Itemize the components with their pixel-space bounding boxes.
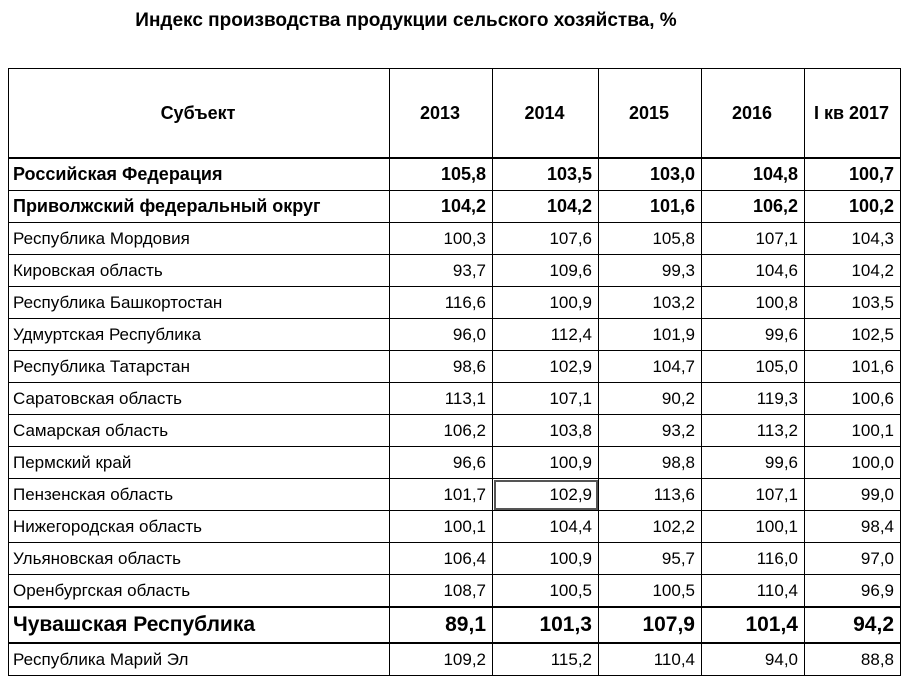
cell-value[interactable]: 99,6 [702,447,805,479]
header-cell-subject[interactable]: Субъект [9,69,390,159]
cell-value[interactable]: 110,4 [599,643,702,676]
cell-value[interactable]: 94,0 [702,643,805,676]
cell-value[interactable]: 96,9 [805,575,901,608]
cell-value[interactable]: 100,7 [805,158,901,191]
cell-subject[interactable]: Нижегородская область [9,511,390,543]
table-row [9,447,901,479]
cell-value[interactable]: 98,4 [805,511,901,543]
cell-subject[interactable]: Оренбургская область [9,575,390,608]
cell-value[interactable]: 100,9 [493,287,599,319]
cell-value[interactable]: 107,1 [493,383,599,415]
cell-subject[interactable]: Российская Федерация [9,158,390,191]
cell-value[interactable]: 110,4 [702,575,805,608]
cell-value[interactable]: 104,4 [493,511,599,543]
cell-value[interactable]: 100,1 [390,511,493,543]
cell-value[interactable]: 99,6 [702,319,805,351]
cell-subject[interactable]: Пермский край [9,447,390,479]
table-row [9,223,901,255]
cell-value[interactable]: 100,1 [805,415,901,447]
cell-value[interactable]: 101,6 [805,351,901,383]
cell-value[interactable]: 103,5 [493,158,599,191]
cell-value[interactable]: 104,3 [805,223,901,255]
cell-value[interactable]: 106,2 [390,415,493,447]
table-row-chuvash-republic [9,607,901,643]
cell-subject[interactable]: Чувашская Республика [9,607,390,643]
cell-value[interactable]: 102,2 [599,511,702,543]
cell-value[interactable]: 108,7 [390,575,493,608]
cell-subject[interactable]: Удмуртская Республика [9,319,390,351]
cell-value[interactable]: 107,9 [599,607,702,643]
table-row [9,415,901,447]
table-row [9,479,901,511]
cell-subject[interactable]: Приволжский федеральный округ [9,191,390,223]
table-row [9,511,901,543]
cell-subject[interactable]: Самарская область [9,415,390,447]
cell-value[interactable]: 116,6 [390,287,493,319]
cell-value[interactable]: 104,2 [390,191,493,223]
table-row [9,255,901,287]
cell-value[interactable]: 112,4 [493,319,599,351]
cell-value[interactable]: 115,2 [493,643,599,676]
cell-subject[interactable]: Пензенская область [9,479,390,511]
cell-value[interactable]: 105,0 [702,351,805,383]
cell-value[interactable]: 99,3 [599,255,702,287]
cell-subject[interactable]: Республика Марий Эл [9,643,390,676]
cell-value[interactable]: 107,6 [493,223,599,255]
cell-value[interactable]: 98,6 [390,351,493,383]
cell-value[interactable]: 100,3 [390,223,493,255]
cell-value[interactable]: 88,8 [805,643,901,676]
cell-value[interactable]: 101,9 [599,319,702,351]
cell-value[interactable]: 100,5 [493,575,599,608]
cell-value[interactable]: 89,1 [390,607,493,643]
table-row-volga-district [9,191,901,223]
cell-value[interactable]: 109,2 [390,643,493,676]
cell-value[interactable]: 100,5 [599,575,702,608]
selected-cell[interactable]: 102,9 [493,479,599,511]
page-title: Индекс производства продукции сельского хозяйства, % [135,10,677,31]
cell-value[interactable]: 93,2 [599,415,702,447]
cell-value[interactable]: 98,8 [599,447,702,479]
cell-value[interactable]: 104,8 [702,158,805,191]
cell-value[interactable]: 104,2 [493,191,599,223]
cell-value[interactable]: 103,0 [599,158,702,191]
table-row [9,383,901,415]
header-cell-2016[interactable]: 2016 [702,69,805,159]
agriculture-index-table [8,68,901,676]
cell-subject[interactable]: Республика Башкортостан [9,287,390,319]
cell-subject[interactable]: Кировская область [9,255,390,287]
cell-subject[interactable]: Ульяновская область [9,543,390,575]
cell-value[interactable]: 94,2 [805,607,901,643]
cell-value[interactable]: 101,3 [493,607,599,643]
table-row [9,543,901,575]
cell-value[interactable]: 96,0 [390,319,493,351]
header-cell-q1-2017[interactable]: I кв 2017 [805,69,901,159]
cell-value[interactable]: 100,2 [805,191,901,223]
cell-value[interactable]: 105,8 [599,223,702,255]
header-row [9,69,901,159]
header-cell-2013[interactable]: 2013 [390,69,493,159]
cell-subject[interactable]: Республика Мордовия [9,223,390,255]
cell-value[interactable]: 105,8 [390,158,493,191]
table-row [9,575,901,608]
cell-value[interactable]: 106,4 [390,543,493,575]
cell-value[interactable]: 113,6 [599,479,702,511]
cell-value[interactable]: 103,2 [599,287,702,319]
cell-value[interactable]: 96,6 [390,447,493,479]
cell-value[interactable]: 100,1 [702,511,805,543]
cell-value[interactable]: 101,7 [390,479,493,511]
table-row [9,287,901,319]
cell-value[interactable]: 95,7 [599,543,702,575]
cell-value[interactable]: 93,7 [390,255,493,287]
cell-value[interactable]: 102,5 [805,319,901,351]
table-row [9,351,901,383]
cell-value[interactable]: 102,9 [493,351,599,383]
cell-value[interactable]: 100,0 [805,447,901,479]
cell-value[interactable]: 100,9 [493,447,599,479]
header-cell-2015[interactable]: 2015 [599,69,702,159]
cell-subject[interactable]: Саратовская область [9,383,390,415]
cell-value[interactable]: 116,0 [702,543,805,575]
cell-value[interactable]: 100,9 [493,543,599,575]
cell-value[interactable]: 99,0 [805,479,901,511]
cell-subject[interactable]: Республика Татарстан [9,351,390,383]
cell-value[interactable]: 101,6 [599,191,702,223]
cell-value[interactable]: 107,1 [702,479,805,511]
cell-value[interactable]: 104,2 [805,255,901,287]
cell-value[interactable]: 90,2 [599,383,702,415]
cell-value[interactable]: 104,7 [599,351,702,383]
cell-value[interactable]: 106,2 [702,191,805,223]
cell-value[interactable]: 109,6 [493,255,599,287]
table-row [9,319,901,351]
cell-value[interactable]: 103,8 [493,415,599,447]
cell-value[interactable]: 119,3 [702,383,805,415]
cell-value[interactable]: 97,0 [805,543,901,575]
table-row [9,643,901,676]
cell-value[interactable]: 101,4 [702,607,805,643]
header-cell-2014[interactable]: 2014 [493,69,599,159]
cell-value[interactable]: 113,1 [390,383,493,415]
cell-value[interactable]: 103,5 [805,287,901,319]
cell-value[interactable]: 104,6 [702,255,805,287]
cell-value[interactable]: 100,6 [805,383,901,415]
cell-value[interactable]: 113,2 [702,415,805,447]
cell-value[interactable]: 107,1 [702,223,805,255]
cell-value[interactable]: 100,8 [702,287,805,319]
table-row-russian-federation [9,158,901,191]
